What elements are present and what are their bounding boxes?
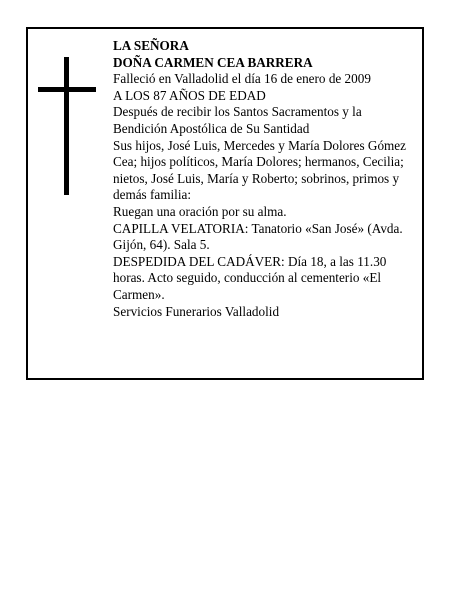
title-line-1: LA SEÑORA bbox=[113, 38, 189, 53]
death-info: Falleció en Valladolid el día 16 de enero de 2009 bbox=[113, 71, 371, 87]
funeral-services: Servicios Funerarios Valladolid bbox=[113, 303, 280, 319]
prayer-request: Ruegan una oración por su alma. bbox=[113, 203, 287, 219]
family-list: Sus hijos, José Luis, Mercedes y María Dolores Gómez Cea; hijos políticos, María Dolores; hermanos, Cecilia; nietos, José Luis, María y Roberto; sobrinos, primos y demás familia: bbox=[113, 137, 407, 203]
chapel-info: CAPILLA VELATORIA: Tanatorio «San José» (Avda. Gijón, 64). Sala 5. bbox=[113, 220, 403, 253]
deceased-name: DOÑA CARMEN CEA BARRERA bbox=[113, 54, 313, 70]
farewell-info: DESPEDIDA DEL CADÁVER: Día 18, a las 11.30 horas. Acto seguido, conducción al cementerio «El Carmen». bbox=[113, 253, 387, 302]
cross-vertical-bar bbox=[64, 57, 69, 195]
age-line: A LOS 87 AÑOS DE EDAD bbox=[113, 87, 266, 103]
obituary-text bbox=[113, 38, 419, 320]
cross-horizontal-bar bbox=[38, 87, 96, 92]
sacraments-line: Después de recibir los Santos Sacramentos y la Bendición Apostólica de Su Santidad bbox=[113, 104, 362, 136]
